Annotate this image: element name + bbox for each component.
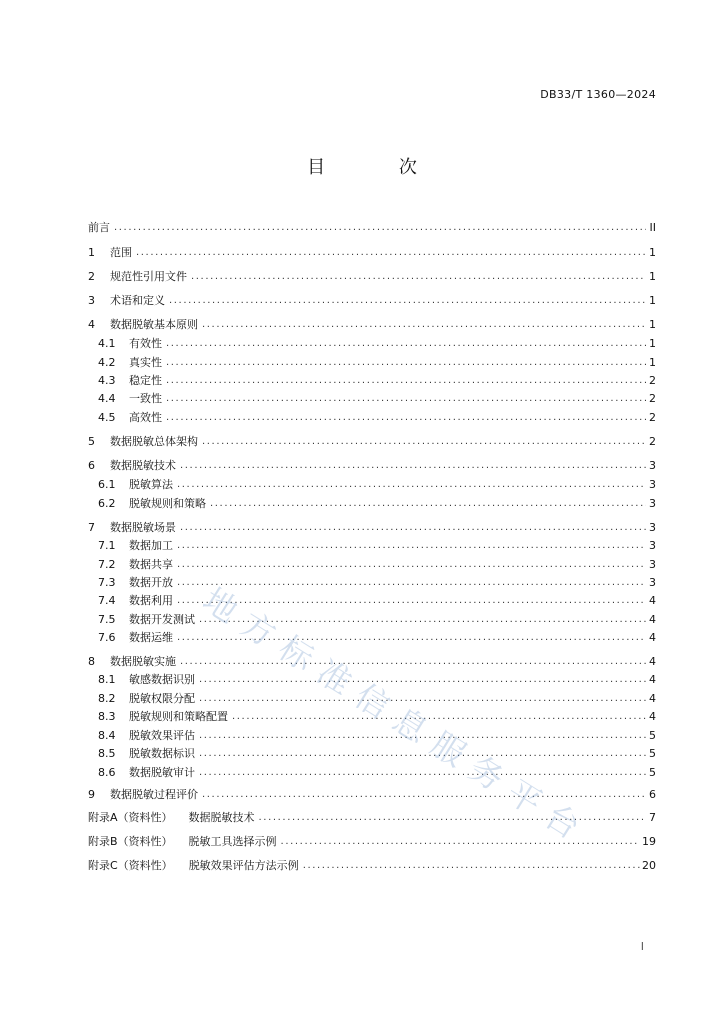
toc-dot-leader	[166, 412, 646, 423]
toc-entry-label	[88, 244, 132, 260]
toc-entry-number: 4.4	[98, 392, 116, 405]
toc-entry-text: 数据脱敏基本原则	[110, 318, 198, 331]
toc-dot-leader	[177, 632, 646, 643]
toc-dot-leader	[180, 522, 646, 533]
toc-entry-label	[98, 354, 162, 370]
toc-page-number: 4	[649, 593, 656, 607]
toc-entry-label	[98, 556, 173, 572]
toc-entry-text: 有效性	[129, 337, 162, 350]
toc-entry[interactable]	[88, 291, 656, 309]
watermark-char: 平	[500, 771, 549, 823]
toc-entry-text: 数据脱敏审计	[129, 766, 195, 779]
toc-entry-number: 4.2	[98, 356, 116, 369]
toc-page-number: 4	[649, 691, 656, 705]
page-number: I	[640, 940, 644, 953]
toc-entry-label	[98, 671, 195, 687]
toc-entry-text: 数据运维	[129, 631, 173, 644]
toc-entry[interactable]	[88, 315, 656, 333]
toc-entry-number: 8.1	[98, 673, 116, 686]
toc-entry[interactable]	[88, 670, 656, 688]
toc-page-number: 1	[649, 317, 656, 331]
toc-entry-text: 附录B（资料性）	[88, 835, 173, 848]
toc-entry-label	[88, 457, 176, 473]
toc-entry-label	[98, 390, 162, 406]
toc-entry-text: 数据脱敏实施	[110, 655, 176, 668]
toc-page-number: II	[649, 220, 656, 234]
toc-entry-text: 数据利用	[129, 594, 173, 607]
toc-page-number: 2	[649, 391, 656, 405]
watermark-char: 息	[386, 699, 435, 751]
toc-page-number: 4	[649, 709, 656, 723]
toc-entry-number: 7	[88, 521, 95, 534]
toc-entry-label	[98, 727, 195, 743]
toc-entry-label	[98, 574, 173, 590]
toc-page-number: 2	[649, 410, 656, 424]
toc-dot-leader	[166, 393, 646, 404]
toc-entry-number: 8.5	[98, 747, 116, 760]
toc-entry-number: 4.5	[98, 411, 116, 424]
toc-page-number: 20	[642, 858, 656, 872]
toc-entry-number: 8.3	[98, 710, 116, 723]
toc-entry-number: 7.6	[98, 631, 116, 644]
toc-entry-text: 数据加工	[129, 539, 173, 552]
toc-entry-text: 敏感数据识别	[129, 673, 195, 686]
toc-entry-label	[98, 476, 173, 492]
toc-entry-label	[98, 372, 162, 388]
toc-entry-text: 前言	[88, 221, 110, 234]
toc-entry-number: 8	[88, 655, 95, 668]
toc-page-number: 5	[649, 765, 656, 779]
toc-dot-leader	[177, 595, 646, 606]
toc-entry-text: 数据共享	[129, 558, 173, 571]
toc-dot-leader	[199, 730, 646, 741]
watermark-char: 服	[424, 723, 473, 775]
toc-entry[interactable]	[88, 591, 656, 609]
toc-entry-text: 一致性	[129, 392, 162, 405]
toc-entry[interactable]	[88, 744, 656, 762]
toc-page-number: 3	[649, 520, 656, 534]
toc-entry[interactable]	[88, 218, 656, 236]
toc-dot-leader	[281, 836, 640, 847]
toc-entry[interactable]	[88, 518, 656, 536]
toc-entry-subtitle: 脱敏工具选择示例	[188, 835, 277, 848]
toc-entry-number: 3	[88, 294, 95, 307]
toc-entry-text: 脱敏效果评估	[129, 729, 195, 742]
toc-entry-text: 数据开放	[129, 576, 173, 589]
toc-entry-text: 规范性引用文件	[110, 270, 187, 283]
toc-entry-label	[88, 316, 198, 332]
toc-entry-label	[88, 519, 176, 535]
toc-entry[interactable]	[88, 353, 656, 371]
toc-entry[interactable]	[88, 573, 656, 591]
toc-entry[interactable]	[88, 536, 656, 554]
toc-entry-label	[98, 745, 195, 761]
toc-entry[interactable]	[88, 494, 656, 512]
toc-dot-leader	[177, 540, 646, 551]
toc-entry-number: 8.2	[98, 692, 116, 705]
toc-dot-leader	[303, 860, 640, 871]
toc-entry-number: 6	[88, 459, 95, 472]
watermark-char: 方	[234, 603, 283, 655]
toc-dot-leader	[136, 247, 646, 258]
toc-page-number: 3	[649, 496, 656, 510]
toc-entry[interactable]	[88, 267, 656, 285]
toc-dot-leader	[169, 295, 646, 306]
toc-entry[interactable]	[88, 652, 656, 670]
watermark-char: 信	[348, 675, 397, 727]
watermark-char: 地	[196, 579, 245, 631]
toc-page-number: 4	[649, 672, 656, 686]
toc-page-number: 6	[649, 787, 656, 801]
toc-dot-leader	[199, 767, 646, 778]
toc-entry-label	[88, 292, 165, 308]
toc-dot-leader	[166, 375, 646, 386]
toc-entry-number: 8.6	[98, 766, 116, 779]
toc-dot-leader	[199, 748, 646, 759]
toc-dot-leader	[177, 577, 646, 588]
toc-entry-text: 真实性	[129, 356, 162, 369]
toc-entry-label	[98, 592, 173, 608]
toc-entry-label	[88, 833, 277, 849]
toc-entry[interactable]	[88, 628, 656, 646]
toc-page-number: 3	[649, 477, 656, 491]
toc-entry-label	[98, 537, 173, 553]
toc-dot-leader	[210, 498, 646, 509]
toc-entry-label	[98, 629, 173, 645]
toc-entry-label	[88, 268, 187, 284]
toc-entry-number: 9	[88, 788, 95, 801]
toc-page-number: 3	[649, 557, 656, 571]
toc-entry-label	[98, 611, 195, 627]
toc-entry[interactable]	[88, 555, 656, 573]
toc-entry-text: 高效性	[129, 411, 162, 424]
watermark-char: 准	[310, 651, 359, 703]
toc-dot-leader	[191, 271, 646, 282]
toc-dot-leader	[180, 656, 646, 667]
toc-page-number: 1	[649, 269, 656, 283]
toc-entry-label	[98, 708, 228, 724]
toc-entry[interactable]	[88, 389, 656, 407]
toc-entry-text: 附录C（资料性）	[88, 859, 173, 872]
toc-entry-text: 数据脱敏技术	[110, 459, 176, 472]
toc-dot-leader	[199, 693, 646, 704]
toc-entry-text: 脱敏权限分配	[129, 692, 195, 705]
toc-entry-label	[98, 409, 162, 425]
toc-entry-text: 附录A（资料性）	[88, 811, 173, 824]
toc-dot-leader	[259, 812, 646, 823]
toc-entry-label	[98, 764, 195, 780]
toc-entry[interactable]	[88, 456, 656, 474]
toc-entry-number: 1	[88, 246, 95, 259]
toc-entry-label	[88, 809, 255, 825]
toc-entry-number: 6.2	[98, 497, 116, 510]
toc-entry-number: 6.1	[98, 478, 116, 491]
toc-page-number: 1	[649, 355, 656, 369]
toc-entry-label	[88, 857, 299, 873]
toc-entry[interactable]	[88, 408, 656, 426]
toc-entry[interactable]	[88, 832, 656, 850]
toc-entry[interactable]	[88, 610, 656, 628]
toc-entry-text: 脱敏规则和策略	[129, 497, 206, 510]
toc-entry-subtitle: 数据脱敏技术	[188, 811, 255, 824]
toc-entry[interactable]	[88, 856, 656, 874]
toc-entry[interactable]	[88, 475, 656, 493]
toc-dot-leader	[202, 789, 646, 800]
toc-page-number: 3	[649, 458, 656, 472]
toc-page-number: 1	[649, 336, 656, 350]
toc-dot-leader	[202, 319, 646, 330]
toc-entry[interactable]	[88, 432, 656, 450]
toc-entry[interactable]	[88, 243, 656, 261]
toc-entry[interactable]	[88, 707, 656, 725]
toc-dot-leader	[202, 436, 646, 447]
toc-entry-number: 8.4	[98, 729, 116, 742]
toc-entry-label	[88, 653, 176, 669]
toc-entry[interactable]	[88, 371, 656, 389]
toc-entry[interactable]	[88, 726, 656, 744]
toc-page-number: 4	[649, 654, 656, 668]
toc-entry[interactable]	[88, 808, 656, 826]
page-title: 目 次	[307, 157, 451, 178]
document-code: DB33/T 1360—2024	[540, 88, 656, 101]
toc-entry-subtitle: 脱敏效果评估方法示例	[188, 859, 299, 872]
toc-entry-number: 4.1	[98, 337, 116, 350]
toc-entry-number: 7.5	[98, 613, 116, 626]
watermark-char: 标	[272, 627, 321, 679]
toc-entry-text: 术语和定义	[110, 294, 165, 307]
toc-dot-leader	[166, 338, 646, 349]
toc-page-number: 19	[642, 834, 656, 848]
toc-dot-leader	[177, 559, 646, 570]
toc-entry-text: 数据脱敏场景	[110, 521, 176, 534]
toc-entry-text: 数据脱敏过程评价	[110, 788, 198, 801]
toc-page-number: 2	[649, 434, 656, 448]
toc-page-number: 5	[649, 746, 656, 760]
toc-entry-text: 范围	[110, 246, 132, 259]
toc-entry-label	[88, 219, 110, 235]
toc-entry[interactable]	[88, 785, 656, 803]
toc-entry-number: 4.3	[98, 374, 116, 387]
toc-dot-leader	[199, 614, 646, 625]
toc-dot-leader	[177, 479, 646, 490]
toc-entry-text: 脱敏规则和策略配置	[129, 710, 228, 723]
toc-page-number: 3	[649, 538, 656, 552]
toc-page-number: 2	[649, 373, 656, 387]
watermark-char: 务	[462, 747, 511, 799]
toc-entry-number: 7.3	[98, 576, 116, 589]
toc-entry-text: 脱敏算法	[129, 478, 173, 491]
toc-page-number: 4	[649, 630, 656, 644]
toc-page-number: 7	[649, 810, 656, 824]
toc-entry-number: 7.1	[98, 539, 116, 552]
toc-entry-label	[98, 690, 195, 706]
toc-dot-leader	[114, 222, 646, 233]
toc-entry-number: 7.2	[98, 558, 116, 571]
toc-page-number: 5	[649, 728, 656, 742]
toc-entry-number: 7.4	[98, 594, 116, 607]
toc-entry-text: 数据脱敏总体架构	[110, 435, 198, 448]
toc-dot-leader	[199, 674, 646, 685]
watermark-char: 台	[538, 795, 587, 847]
toc-entry-label	[88, 786, 198, 802]
toc-entry-label	[88, 433, 198, 449]
toc-entry-number: 4	[88, 318, 95, 331]
toc-entry-text: 数据开发测试	[129, 613, 195, 626]
toc-entry-label	[98, 495, 206, 511]
toc-entry[interactable]	[88, 689, 656, 707]
toc-entry[interactable]	[88, 334, 656, 352]
toc-page-number: 1	[649, 293, 656, 307]
toc-dot-leader	[232, 711, 646, 722]
toc-page-number: 1	[649, 245, 656, 259]
toc-entry-number: 5	[88, 435, 95, 448]
toc-page-number: 4	[649, 612, 656, 626]
toc-entry-label	[98, 335, 162, 351]
toc-dot-leader	[166, 357, 646, 368]
toc-dot-leader	[180, 460, 646, 471]
toc-entry-text: 脱敏数据标识	[129, 747, 195, 760]
toc-entry-number: 2	[88, 270, 95, 283]
toc-entry[interactable]	[88, 763, 656, 781]
toc-entry-text: 稳定性	[129, 374, 162, 387]
toc-page-number: 3	[649, 575, 656, 589]
